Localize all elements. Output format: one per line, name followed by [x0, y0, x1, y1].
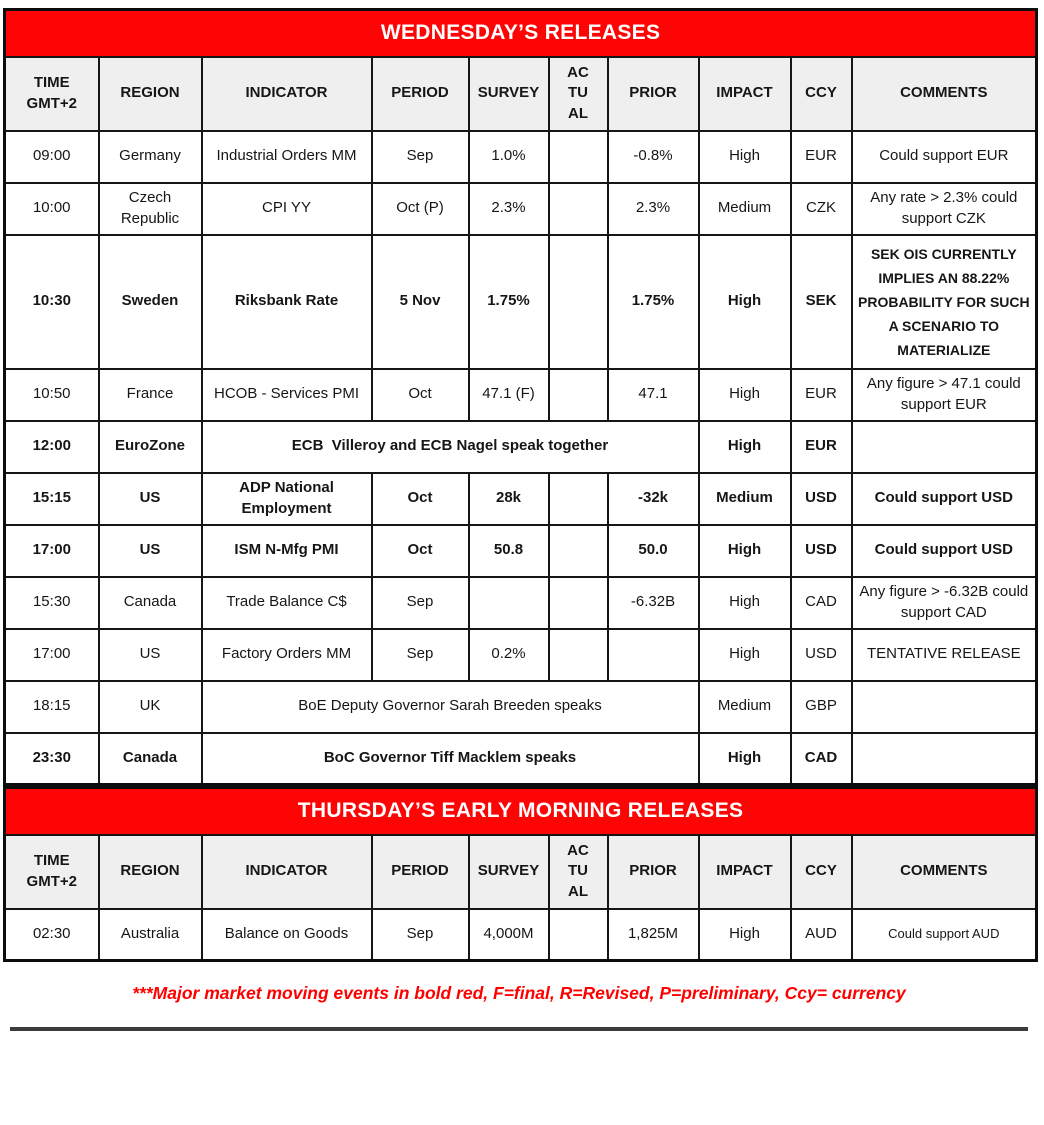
- cell-actual: [549, 629, 608, 681]
- cell-survey: 0.2%: [469, 629, 549, 681]
- cell-prior: 47.1: [608, 369, 699, 421]
- cell-prior: 2.3%: [608, 183, 699, 235]
- cell-actual: [549, 235, 608, 369]
- cell-region: UK: [99, 681, 202, 733]
- cell-time: 10:30: [5, 235, 99, 369]
- col-header-prior: PRIOR: [608, 57, 699, 131]
- release-row: [5, 733, 1037, 785]
- cell-time: 18:15: [5, 681, 99, 733]
- cell-time: 15:15: [5, 473, 99, 525]
- cell-comments: TENTATIVE RELEASE: [852, 629, 1037, 681]
- cell-indicator: ADP National Employment: [202, 473, 372, 525]
- cell-ccy: USD: [791, 629, 852, 681]
- cell-indicator: Factory Orders MM: [202, 629, 372, 681]
- cell-actual: [549, 909, 608, 961]
- cell-period: Sep: [372, 909, 469, 961]
- cell-region: US: [99, 473, 202, 525]
- release-row: [5, 577, 1037, 629]
- section-banner-wednesday: [5, 10, 1037, 57]
- cell-ccy: CZK: [791, 183, 852, 235]
- release-row: [5, 235, 1037, 369]
- col-header-impact: IMPACT: [699, 835, 791, 909]
- cell-prior: [608, 629, 699, 681]
- footnote: ***Major market moving events in bold red, F=final, R=Revised, P=preliminary, Ccy= currency: [132, 983, 906, 1003]
- cell-period: Oct: [372, 369, 469, 421]
- cell-ccy: USD: [791, 525, 852, 577]
- release-row: [5, 525, 1037, 577]
- section-title: THURSDAY’S EARLY MORNING RELEASES: [5, 788, 1037, 835]
- cell-prior: -32k: [608, 473, 699, 525]
- cell-impact: High: [699, 525, 791, 577]
- cell-period: Sep: [372, 629, 469, 681]
- release-row: [5, 131, 1037, 183]
- cell-period: 5 Nov: [372, 235, 469, 369]
- col-header-period: PERIOD: [372, 835, 469, 909]
- col-header-indicator: INDICATOR: [202, 835, 372, 909]
- cell-actual: [549, 473, 608, 525]
- cell-impact: High: [699, 629, 791, 681]
- cell-prior: -0.8%: [608, 131, 699, 183]
- cell-period: Sep: [372, 131, 469, 183]
- bottom-divider: [10, 1027, 1028, 1031]
- cell-ccy: GBP: [791, 681, 852, 733]
- cell-impact: High: [699, 235, 791, 369]
- cell-ccy: EUR: [791, 131, 852, 183]
- cell-comments: [852, 733, 1037, 785]
- release-row: [5, 909, 1037, 961]
- cell-ccy: USD: [791, 473, 852, 525]
- cell-ccy: CAD: [791, 577, 852, 629]
- cell-region: Canada: [99, 733, 202, 785]
- cell-impact: High: [699, 131, 791, 183]
- cell-time: 17:00: [5, 629, 99, 681]
- rows-thursday: [5, 909, 1037, 961]
- col-header-region: REGION: [99, 835, 202, 909]
- releases-table-thursday: [3, 786, 1038, 962]
- cell-survey: 50.8: [469, 525, 549, 577]
- section-title: WEDNESDAY’S RELEASES: [5, 10, 1037, 57]
- cell-prior: 1.75%: [608, 235, 699, 369]
- cell-survey: 1.75%: [469, 235, 549, 369]
- cell-ccy: AUD: [791, 909, 852, 961]
- cell-impact: High: [699, 909, 791, 961]
- cell-prior: -6.32B: [608, 577, 699, 629]
- cell-period: Sep: [372, 577, 469, 629]
- col-header-actual: AC TU AL: [549, 57, 608, 131]
- cell-survey: [469, 577, 549, 629]
- cell-time: 02:30: [5, 909, 99, 961]
- cell-indicator: HCOB - Services PMI: [202, 369, 372, 421]
- cell-comments: Any figure > 47.1 could support EUR: [852, 369, 1037, 421]
- cell-event: ECB Villeroy and ECB Nagel speak together: [202, 421, 699, 473]
- cell-time: 10:00: [5, 183, 99, 235]
- release-row: [5, 629, 1037, 681]
- cell-indicator: Industrial Orders MM: [202, 131, 372, 183]
- cell-region: US: [99, 629, 202, 681]
- cell-impact: High: [699, 369, 791, 421]
- cell-time: 09:00: [5, 131, 99, 183]
- cell-region: Canada: [99, 577, 202, 629]
- release-row: [5, 681, 1037, 733]
- col-header-time: TIME GMT+2: [5, 57, 99, 131]
- release-row: [5, 421, 1037, 473]
- cell-region: EuroZone: [99, 421, 202, 473]
- cell-ccy: SEK: [791, 235, 852, 369]
- cell-indicator: Trade Balance C$: [202, 577, 372, 629]
- cell-ccy: CAD: [791, 733, 852, 785]
- cell-survey: 1.0%: [469, 131, 549, 183]
- col-header-comments: COMMENTS: [852, 57, 1037, 131]
- cell-prior: 50.0: [608, 525, 699, 577]
- cell-region: Germany: [99, 131, 202, 183]
- cell-region: France: [99, 369, 202, 421]
- release-row: [5, 369, 1037, 421]
- col-header-survey: SURVEY: [469, 835, 549, 909]
- col-header-prior: PRIOR: [608, 835, 699, 909]
- col-header-ccy: CCY: [791, 835, 852, 909]
- cell-impact: Medium: [699, 183, 791, 235]
- cell-survey: 4,000M: [469, 909, 549, 961]
- cell-survey: 2.3%: [469, 183, 549, 235]
- cell-actual: [549, 577, 608, 629]
- cell-actual: [549, 525, 608, 577]
- cell-comments: Could support USD: [852, 473, 1037, 525]
- cell-period: Oct: [372, 473, 469, 525]
- cell-prior: 1,825M: [608, 909, 699, 961]
- cell-time: 10:50: [5, 369, 99, 421]
- release-row: [5, 473, 1037, 525]
- column-header-row: [5, 57, 1037, 131]
- cell-impact: Medium: [699, 473, 791, 525]
- col-header-survey: SURVEY: [469, 57, 549, 131]
- col-header-ccy: CCY: [791, 57, 852, 131]
- release-row: [5, 183, 1037, 235]
- cell-region: Sweden: [99, 235, 202, 369]
- cell-impact: Medium: [699, 681, 791, 733]
- col-header-period: PERIOD: [372, 57, 469, 131]
- cell-region: US: [99, 525, 202, 577]
- col-header-region: REGION: [99, 57, 202, 131]
- cell-comments: Could support EUR: [852, 131, 1037, 183]
- cell-period: Oct: [372, 525, 469, 577]
- cell-time: 23:30: [5, 733, 99, 785]
- cell-region: Australia: [99, 909, 202, 961]
- cell-comments: SEK OIS CURRENTLY IMPLIES AN 88.22% PROBABILITY FOR SUCH A SCENARIO TO MATERIALIZE: [852, 235, 1037, 369]
- cell-comments: Any figure > -6.32B could support CAD: [852, 577, 1037, 629]
- cell-time: 17:00: [5, 525, 99, 577]
- cell-region: Czech Republic: [99, 183, 202, 235]
- cell-event: BoC Governor Tiff Macklem speaks: [202, 733, 699, 785]
- cell-comments: Could support USD: [852, 525, 1037, 577]
- cell-impact: High: [699, 421, 791, 473]
- cell-ccy: EUR: [791, 421, 852, 473]
- cell-event: BoE Deputy Governor Sarah Breeden speaks: [202, 681, 699, 733]
- cell-comments: Any rate > 2.3% could support CZK: [852, 183, 1037, 235]
- cell-indicator: Riksbank Rate: [202, 235, 372, 369]
- releases-table-wednesday: [3, 8, 1038, 786]
- cell-comments: Could support AUD: [852, 909, 1037, 961]
- rows-wednesday: [5, 131, 1037, 785]
- cell-time: 15:30: [5, 577, 99, 629]
- cell-ccy: EUR: [791, 369, 852, 421]
- cell-indicator: CPI YY: [202, 183, 372, 235]
- cell-actual: [549, 131, 608, 183]
- cell-time: 12:00: [5, 421, 99, 473]
- column-header-row: [5, 835, 1037, 909]
- cell-comments: [852, 421, 1037, 473]
- cell-indicator: ISM N-Mfg PMI: [202, 525, 372, 577]
- col-header-time: TIME GMT+2: [5, 835, 99, 909]
- cell-survey: 47.1 (F): [469, 369, 549, 421]
- col-header-actual: AC TU AL: [549, 835, 608, 909]
- cell-impact: High: [699, 577, 791, 629]
- section-banner-thursday: [5, 788, 1037, 835]
- cell-actual: [549, 183, 608, 235]
- col-header-comments: COMMENTS: [852, 835, 1037, 909]
- cell-survey: 28k: [469, 473, 549, 525]
- cell-period: Oct (P): [372, 183, 469, 235]
- cell-impact: High: [699, 733, 791, 785]
- col-header-indicator: INDICATOR: [202, 57, 372, 131]
- col-header-impact: IMPACT: [699, 57, 791, 131]
- cell-actual: [549, 369, 608, 421]
- cell-comments: [852, 681, 1037, 733]
- cell-indicator: Balance on Goods: [202, 909, 372, 961]
